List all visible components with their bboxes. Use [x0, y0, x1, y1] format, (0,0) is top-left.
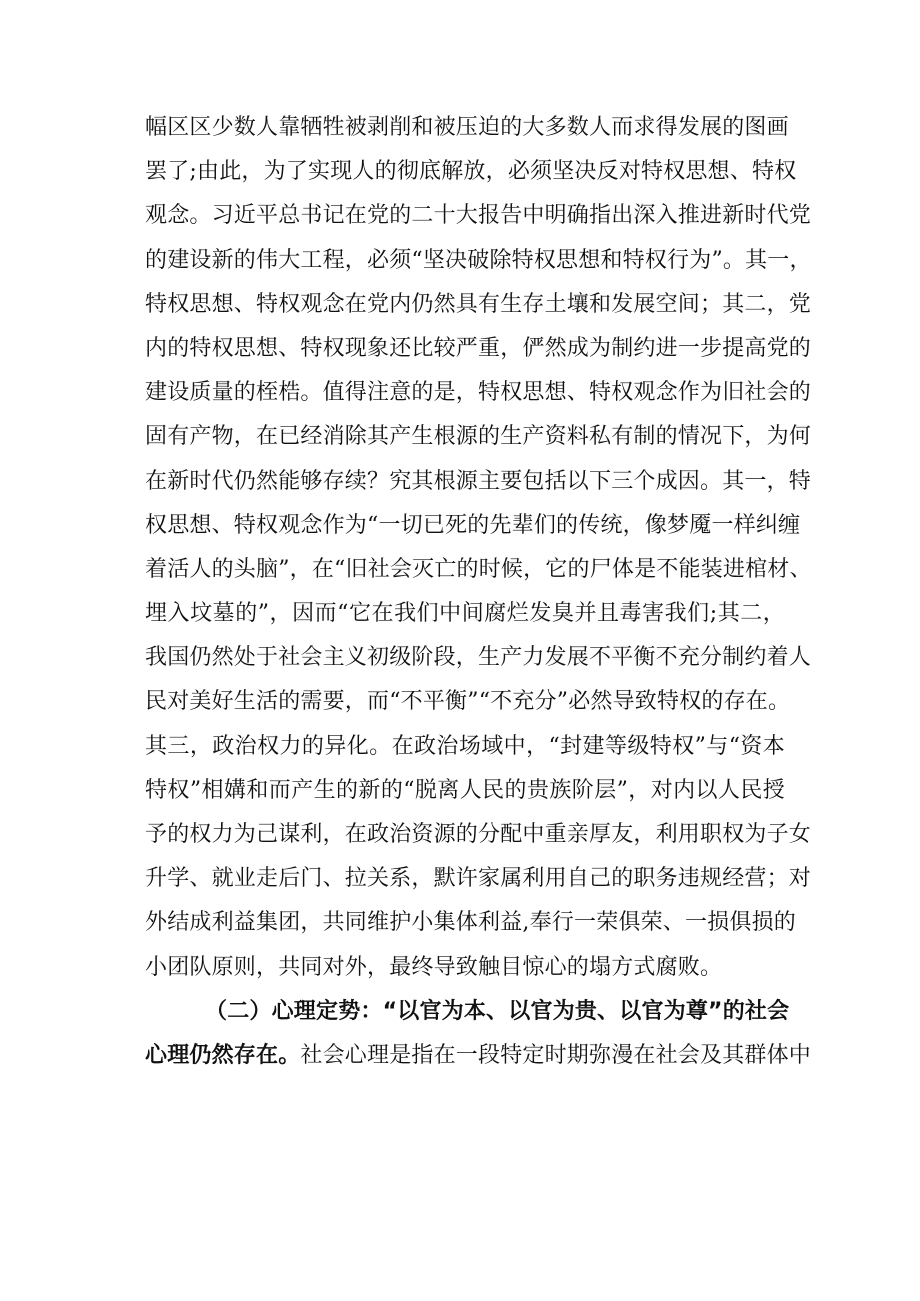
paragraph-line: 特权”相媾和而产生的新的“脱离人民的贵族阶层”，对内以人民授 [145, 777, 785, 803]
paragraph-line: 其三，政治权力的异化。在政治场域中，“封建等级特权”与“资本 [145, 733, 785, 759]
paragraph-line: 民对美好生活的需要，而“不平衡”“不充分”必然导致特权的存在。 [145, 689, 791, 715]
paragraph-line: 埋入坟墓的”，因而“它在我们中间腐烂发臭并且毒害我们;其二， [145, 601, 785, 627]
paragraph-line: 特权思想、特权观念在党内仍然具有生存土壤和发展空间；其二，党 [145, 291, 812, 317]
paragraph-line: 的建设新的伟大工程，必须“坚决破除特权思想和特权行为”。其一， [145, 247, 812, 273]
paragraph-line: 建设质量的桎梏。值得注意的是，特权思想、特权观念作为旧社会的 [145, 380, 812, 406]
paragraph-line: 幅区区少数人靠牺牲被剥削和被压迫的大多数人而求得发展的图画 [145, 115, 789, 140]
paragraph-line: 着活人的头脑”，在“旧社会灭亡的时候，它的尸体是不能装进棺材、 [145, 556, 812, 582]
paragraph-line: 观念。习近平总书记在党的二十大报告中明确指出深入推进新时代党 [145, 203, 812, 229]
paragraph-text: 社会心理是指在一段特定时期弥漫在社会及其群体中 [300, 1042, 812, 1068]
paragraph-line: 予的权力为己谋利，在政治资源的分配中重亲厚友，利用职权为子女 [145, 822, 812, 847]
paragraph-line [145, 1034, 812, 1078]
section-heading: （二）心理定势：“以官为本、以官为贵、以官为尊”的社会 [205, 998, 790, 1024]
paragraph-line: 固有产物，在已经消除其产生根源的生产资料私有制的情况下，为何 [145, 424, 812, 450]
paragraph-line: 在新时代仍然能够存续？究其根源主要包括以下三个成因。其一，特 [145, 468, 812, 494]
paragraph-line: 小团队原则，共同对外，最终导致触目惊心的塌方式腐败。 [145, 954, 723, 980]
paragraph-line: 外结成利益集团，共同维护小集体利益,奉行一荣俱荣、一损俱损的 [145, 910, 796, 936]
paragraph-line: 我国仍然处于社会主义初级阶段，生产力发展不平衡不充分制约着人 [145, 645, 812, 671]
paragraph-line: 权思想、特权观念作为“一切已死的先辈们的传统，像梦魇一样纠缠 [145, 512, 801, 538]
paragraph-line: 内的特权思想、特权现象还比较严重，俨然成为制约进一步提高党的 [145, 335, 812, 361]
section-heading-end: 心理仍然存在。 [145, 1042, 301, 1068]
paragraph-line: 升学、就业走后门、拉关系，默许家属利用自己的职务违规经营；对 [145, 866, 812, 892]
body-text [145, 106, 812, 1078]
paragraph-line: 罢了;由此，为了实现人的彻底解放，必须坚决反对特权思想、特权 [145, 159, 797, 185]
